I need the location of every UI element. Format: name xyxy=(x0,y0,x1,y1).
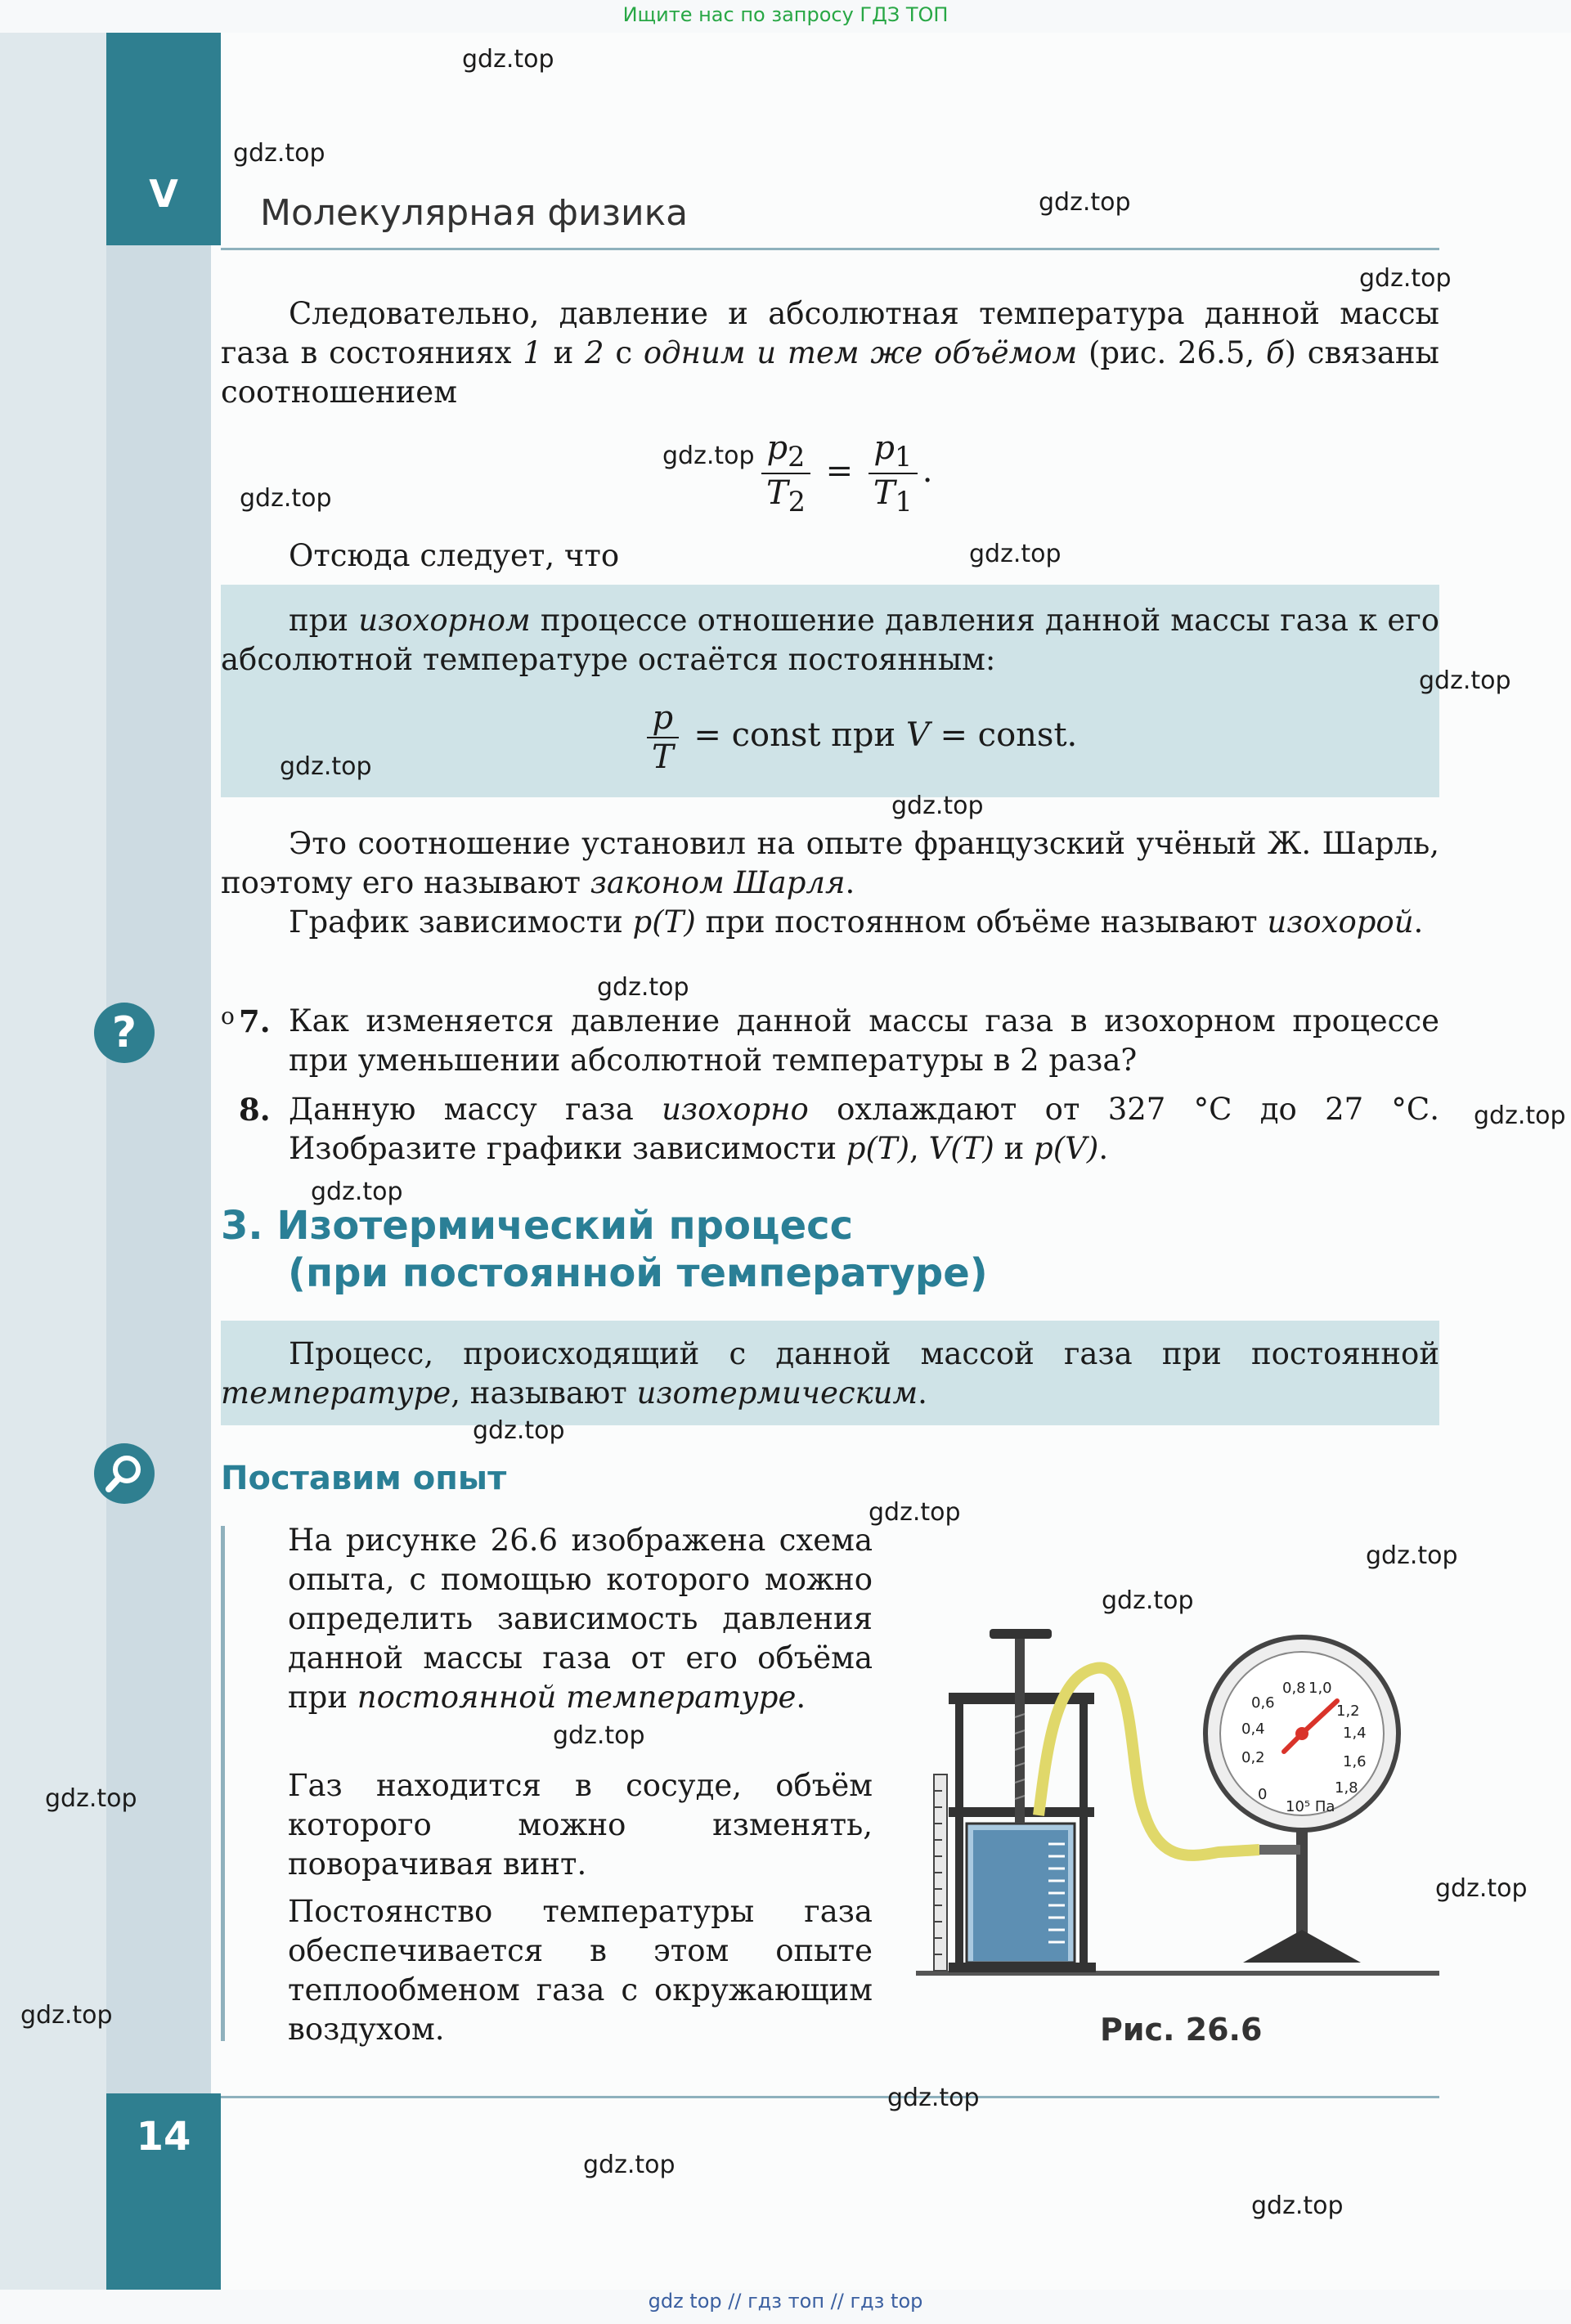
watermark: gdz.top xyxy=(969,540,1062,568)
rule-statement: при изохорном процессе отношение давления данной массы газа к его абсолютной температуре остаётся постоянным: xyxy=(221,603,1439,677)
watermark: gdz.top xyxy=(280,752,372,781)
watermark: gdz.top xyxy=(233,139,325,168)
figure-screw-handle xyxy=(990,1629,1052,1639)
watermark: gdz.top xyxy=(1359,264,1452,293)
question-8: 8. Данную массу газа изохорно охлаждают от 327 °С до 27 °С. Изобразите графики зависимости p(T), V(T) и p(V). xyxy=(239,1092,1440,1166)
experiment-heading: Поставим опыт xyxy=(221,1460,507,1497)
watermark: gdz.top xyxy=(891,792,984,820)
watermark: gdz.top xyxy=(1474,1101,1566,1130)
page-title: Молекулярная физика xyxy=(260,192,689,234)
magnifier-icon xyxy=(94,1443,155,1504)
watermark: gdz.top xyxy=(1102,1586,1194,1615)
gauge-label-1-4: 1,4 xyxy=(1343,1725,1367,1742)
paragraph-consequence: Отсюда следует, что xyxy=(289,538,620,573)
gauge-unit: 10⁵ Па xyxy=(1286,1798,1335,1815)
experiment-paragraph-2: Газ находится в сосуде, объём которого можно изменять, поворачивая винт. xyxy=(288,1768,873,1882)
watermark: gdz.top xyxy=(583,2151,676,2179)
watermark: gdz.top xyxy=(553,1721,645,1750)
watermark: gdz.top xyxy=(311,1178,403,1206)
top-banner[interactable]: Ищите нас по запросу ГДЗ ТОП xyxy=(622,3,949,26)
watermark: gdz.top xyxy=(662,442,755,470)
formula-charles-law: $\frac{p}{T}$ = const при V = const. xyxy=(642,699,1077,776)
gauge-label-0-2: 0,2 xyxy=(1241,1749,1265,1766)
watermark: gdz.top xyxy=(1039,188,1131,217)
gauge-label-0-4: 0,4 xyxy=(1241,1721,1265,1738)
watermark: gdz.top xyxy=(240,484,332,513)
footer-divider xyxy=(221,2096,1439,2098)
watermark: gdz.top xyxy=(1251,2192,1344,2220)
gauge-label-1-8: 1,8 xyxy=(1335,1779,1358,1797)
figure-isothermal-apparatus xyxy=(916,1611,1439,1987)
watermark: gdz.top xyxy=(1419,666,1511,695)
formula-isochoric-ratio: $\frac{p_2}{T_2}$ = $\frac{p_1}{T_1}$ . xyxy=(756,429,932,518)
figure-frame-right xyxy=(1080,1701,1088,1963)
watermark: gdz.top xyxy=(597,973,689,1002)
page-number: 14 xyxy=(136,2114,191,2160)
watermark: gdz.top xyxy=(462,45,554,74)
experiment-paragraph-3: Постоянство температуры газа обеспечивается в этом опыте теплообменом газа с окружающим воздухом. xyxy=(288,1894,873,2047)
watermark: gdz.top xyxy=(869,1498,961,1527)
figure-frame-base xyxy=(949,1963,1096,1972)
experiment-paragraph-1: На рисунке 26.6 изображена схема опыта, с помощью которого можно определить зависимость давления данной массы газа от его объёма при постоянной температуре. xyxy=(288,1523,873,1715)
watermark: gdz.top xyxy=(887,2084,980,2112)
gauge-label-1-6: 1,6 xyxy=(1343,1753,1367,1770)
gauge-label-0: 0 xyxy=(1258,1786,1268,1803)
chapter-number: V xyxy=(149,172,178,216)
figure-stand-base xyxy=(1243,1930,1361,1963)
bottom-links[interactable]: gdz top // гдз топ // гдз top xyxy=(648,2290,923,2313)
gauge-label-1-2: 1,2 xyxy=(1336,1703,1360,1720)
watermark: gdz.top xyxy=(1366,1541,1458,1570)
watermark: gdz.top xyxy=(20,2001,113,2030)
watermark: gdz.top xyxy=(473,1416,565,1445)
watermark: gdz.top xyxy=(45,1784,137,1813)
watermark: gdz.top xyxy=(1435,1874,1528,1903)
gauge-label-0-6: 0,6 xyxy=(1251,1694,1275,1712)
question-icon: ? xyxy=(94,1003,155,1063)
paragraph-charles: Это соотношение установил на опыте французский учёный Ж. Шарль, поэтому его называют законом Шарля. График зависимости p(T) при постоянном объёме называют изохорой. xyxy=(221,826,1439,940)
paragraph-intro: Следовательно, давление и абсолютная температура данной массы газа в состояниях 1 и 2 с одним и тем же объёмом (рис. 26.5, б) связаны соотношением xyxy=(221,296,1439,410)
definition-isothermal: Процесс, происходящий с данной массой газа при постоянной температуре, называют изотермическим. xyxy=(221,1336,1439,1411)
figure-gauge-stand xyxy=(1296,1824,1308,1938)
figure-screw xyxy=(1015,1635,1025,1824)
section-heading: 3. Изотермический процесс (при постоянной температуре) xyxy=(221,1203,988,1296)
experiment-side-bar xyxy=(221,1526,225,2041)
figure-frame-left xyxy=(955,1701,963,1963)
gauge-label-1-0: 1,0 xyxy=(1308,1680,1332,1697)
header-divider xyxy=(221,248,1439,250)
left-margin-strip xyxy=(106,33,211,2290)
gauge-label-0-8: 0,8 xyxy=(1282,1680,1306,1697)
question-7: о 7. Как изменяется давление данной массы газа в изохорном процессе при уменьшении абсолютной температуры в 2 раза? xyxy=(221,1003,1439,1078)
figure-caption: Рис. 26.6 xyxy=(1100,2012,1263,2048)
